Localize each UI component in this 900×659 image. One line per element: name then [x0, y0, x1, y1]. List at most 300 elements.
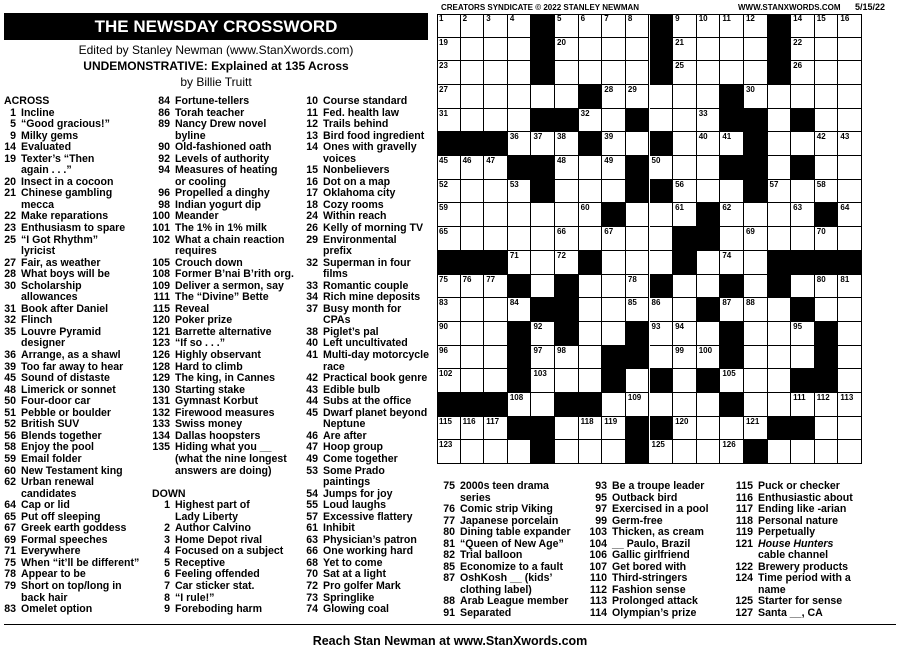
grid-cell[interactable]	[626, 203, 650, 227]
grid-cell[interactable]	[650, 251, 674, 275]
grid-cell[interactable]	[484, 440, 508, 464]
grid-cell[interactable]	[697, 180, 721, 204]
clue-text: Louvre Pyramid	[21, 325, 102, 338]
grid-cell[interactable]	[555, 251, 579, 275]
grid-cell[interactable]	[838, 322, 862, 346]
grid-cell[interactable]	[838, 61, 862, 85]
grid-cell[interactable]	[626, 227, 650, 251]
grid-cell[interactable]	[508, 85, 532, 109]
grid-cell[interactable]	[791, 275, 815, 299]
grid-cell[interactable]	[602, 251, 626, 275]
grid-black-square	[815, 369, 839, 393]
grid-cell[interactable]	[626, 251, 650, 275]
grid-cell[interactable]	[791, 227, 815, 251]
grid-cell[interactable]	[791, 14, 815, 38]
grid-cell[interactable]	[791, 61, 815, 85]
grid-cell[interactable]	[555, 14, 579, 38]
grid-cell[interactable]	[531, 85, 555, 109]
grid-cell[interactable]	[484, 298, 508, 322]
grid-cell[interactable]	[579, 417, 603, 441]
grid-cell[interactable]	[650, 298, 674, 322]
grid-cell[interactable]	[602, 85, 626, 109]
grid-cell[interactable]	[720, 440, 744, 464]
grid-cell[interactable]	[838, 298, 862, 322]
grid-cell[interactable]	[815, 156, 839, 180]
grid-cell[interactable]	[602, 14, 626, 38]
grid-cell[interactable]	[508, 180, 532, 204]
grid-cell[interactable]	[437, 109, 461, 133]
grid-cell[interactable]	[791, 440, 815, 464]
clue-text: Are after	[323, 429, 367, 442]
grid-cell[interactable]	[744, 322, 768, 346]
grid-cell[interactable]	[815, 417, 839, 441]
grid-cell[interactable]	[531, 346, 555, 370]
grid-cell[interactable]	[437, 156, 461, 180]
grid-cell[interactable]	[815, 227, 839, 251]
grid-cell[interactable]	[508, 203, 532, 227]
grid-cell[interactable]	[673, 322, 697, 346]
grid-cell[interactable]	[673, 275, 697, 299]
grid-cell[interactable]	[508, 38, 532, 62]
grid-cell[interactable]	[508, 227, 532, 251]
grid-cell[interactable]	[626, 393, 650, 417]
grid-cell[interactable]	[744, 85, 768, 109]
clue-text: Piglet’s pal	[323, 325, 379, 338]
grid-cell[interactable]	[579, 275, 603, 299]
grid-cell[interactable]	[720, 132, 744, 156]
grid-cell[interactable]	[815, 440, 839, 464]
grid-cell[interactable]	[437, 85, 461, 109]
grid-cell[interactable]	[579, 298, 603, 322]
grid-cell[interactable]	[650, 227, 674, 251]
grid-cell[interactable]	[791, 393, 815, 417]
grid-cell[interactable]	[484, 180, 508, 204]
grid-cell[interactable]	[838, 275, 862, 299]
grid-cell[interactable]	[720, 369, 744, 393]
grid-cell[interactable]	[579, 227, 603, 251]
grid-cell[interactable]	[555, 61, 579, 85]
grid-cell[interactable]	[437, 322, 461, 346]
grid-cell[interactable]	[461, 14, 485, 38]
grid-cell[interactable]	[484, 14, 508, 38]
grid-cell[interactable]	[791, 180, 815, 204]
grid-cell[interactable]	[815, 275, 839, 299]
grid-cell[interactable]	[484, 275, 508, 299]
grid-cell[interactable]	[579, 61, 603, 85]
clue-number: 2	[164, 522, 170, 535]
clue-text: Nonbelievers	[323, 164, 390, 177]
grid-cell[interactable]	[531, 322, 555, 346]
grid-cell[interactable]	[838, 417, 862, 441]
grid-cell[interactable]	[697, 440, 721, 464]
grid-cell[interactable]	[815, 298, 839, 322]
grid-cell[interactable]	[697, 322, 721, 346]
grid-cell[interactable]	[461, 38, 485, 62]
grid-cell[interactable]	[602, 298, 626, 322]
grid-cell[interactable]	[555, 346, 579, 370]
grid-cell[interactable]	[531, 393, 555, 417]
grid-cell[interactable]	[555, 132, 579, 156]
grid-cell[interactable]	[602, 38, 626, 62]
grid-cell[interactable]	[484, 156, 508, 180]
clue-text: Propelled a dinghy	[175, 187, 270, 200]
grid-cell[interactable]	[768, 156, 792, 180]
grid-cell[interactable]	[437, 369, 461, 393]
grid-cell[interactable]	[579, 180, 603, 204]
grid-cell[interactable]	[602, 132, 626, 156]
grid-cell[interactable]	[673, 393, 697, 417]
grid-cell[interactable]	[768, 346, 792, 370]
grid-cell[interactable]	[768, 393, 792, 417]
clue-text: Four-door car	[21, 395, 91, 408]
grid-cell[interactable]	[437, 440, 461, 464]
grid-cell[interactable]	[744, 14, 768, 38]
grid-cell[interactable]	[768, 85, 792, 109]
grid-black-square	[720, 109, 744, 133]
grid-cell[interactable]	[508, 61, 532, 85]
grid-cell-number: 56	[675, 179, 685, 189]
grid-cell[interactable]	[838, 156, 862, 180]
grid-cell[interactable]	[838, 132, 862, 156]
grid-cell[interactable]	[673, 14, 697, 38]
grid-cell[interactable]	[484, 203, 508, 227]
grid-cell[interactable]	[555, 180, 579, 204]
grid-cell[interactable]	[602, 275, 626, 299]
grid-cell[interactable]	[602, 156, 626, 180]
grid-cell[interactable]	[720, 180, 744, 204]
grid-cell[interactable]	[650, 440, 674, 464]
grid-cell-number: 92	[533, 321, 543, 331]
grid-cell[interactable]	[508, 109, 532, 133]
grid-cell[interactable]	[579, 38, 603, 62]
grid-cell[interactable]	[579, 322, 603, 346]
clue-number: 116	[735, 491, 753, 504]
grid-cell[interactable]	[461, 156, 485, 180]
clue-text: Get bored with	[612, 560, 687, 573]
grid-cell[interactable]	[579, 440, 603, 464]
grid-cell[interactable]	[791, 346, 815, 370]
grid-cell[interactable]	[697, 14, 721, 38]
grid-cell[interactable]	[437, 38, 461, 62]
grid-cell[interactable]	[602, 61, 626, 85]
grid-cell[interactable]	[579, 203, 603, 227]
grid-cell[interactable]	[531, 132, 555, 156]
grid-cell-number: 23	[439, 61, 448, 71]
grid-cell[interactable]	[744, 38, 768, 62]
grid-cell[interactable]	[791, 132, 815, 156]
clue-number: 50	[4, 395, 16, 408]
grid-cell[interactable]	[626, 275, 650, 299]
grid-cell[interactable]	[602, 109, 626, 133]
grid-cell[interactable]	[484, 369, 508, 393]
grid-cell[interactable]	[579, 14, 603, 38]
clue-col3-24	[302, 373, 436, 385]
grid-cell[interactable]	[484, 346, 508, 370]
grid-cell[interactable]	[697, 109, 721, 133]
grid-cell[interactable]	[508, 298, 532, 322]
grid-cell[interactable]	[673, 203, 697, 227]
grid-cell-number: 15	[816, 14, 826, 23]
grid-cell[interactable]	[650, 156, 674, 180]
grid-cell[interactable]	[437, 203, 461, 227]
grid-cell[interactable]	[484, 322, 508, 346]
grid-black-square	[626, 346, 650, 370]
grid-cell[interactable]	[508, 132, 532, 156]
grid-cell[interactable]	[720, 227, 744, 251]
grid-cell[interactable]	[697, 132, 721, 156]
grid-cell[interactable]	[673, 38, 697, 62]
clue-text: Former B’nai B’rith org.	[175, 268, 294, 281]
grid-cell[interactable]	[815, 14, 839, 38]
grid-black-square	[579, 132, 603, 156]
grid-cell[interactable]	[815, 38, 839, 62]
puzzle-title-bar	[4, 13, 428, 40]
grid-cell-number: 28	[604, 85, 614, 95]
grid-cell[interactable]	[815, 132, 839, 156]
grid-cell[interactable]	[437, 14, 461, 38]
grid-cell[interactable]	[697, 417, 721, 441]
clue-number: 42	[306, 372, 318, 385]
grid-cell[interactable]	[791, 85, 815, 109]
grid-cell[interactable]	[744, 346, 768, 370]
grid-cell[interactable]	[673, 346, 697, 370]
grid-cell[interactable]	[579, 109, 603, 133]
grid-cell[interactable]	[838, 85, 862, 109]
grid-cell[interactable]	[531, 203, 555, 227]
grid-cell[interactable]	[650, 109, 674, 133]
grid-cell[interactable]	[461, 440, 485, 464]
grid-cell[interactable]	[555, 38, 579, 62]
grid-cell[interactable]	[791, 38, 815, 62]
grid-cell[interactable]	[744, 298, 768, 322]
grid-cell[interactable]	[602, 440, 626, 464]
clue-number: 59	[4, 452, 16, 465]
grid-cell[interactable]	[650, 322, 674, 346]
grid-cell[interactable]	[650, 85, 674, 109]
grid-cell[interactable]	[555, 417, 579, 441]
grid-cell[interactable]	[838, 180, 862, 204]
grid-cell[interactable]	[838, 440, 862, 464]
grid-cell[interactable]	[626, 38, 650, 62]
grid-cell[interactable]	[602, 417, 626, 441]
grid-cell[interactable]	[697, 346, 721, 370]
grid-cell[interactable]	[602, 180, 626, 204]
grid-cell[interactable]	[673, 417, 697, 441]
grid-cell[interactable]	[437, 275, 461, 299]
grid-cell-number: 119	[604, 416, 618, 426]
grid-cell[interactable]	[461, 275, 485, 299]
grid-cell[interactable]	[555, 369, 579, 393]
clue-number: 88	[443, 595, 455, 608]
grid-cell[interactable]	[744, 275, 768, 299]
grid-cell[interactable]	[791, 322, 815, 346]
grid-cell-number: 100	[698, 345, 713, 355]
grid-cell[interactable]	[768, 132, 792, 156]
grid-cell[interactable]	[602, 322, 626, 346]
grid-black-square	[744, 156, 768, 180]
grid-cell[interactable]	[697, 156, 721, 180]
grid-cell[interactable]	[555, 203, 579, 227]
grid-cell[interactable]	[838, 393, 862, 417]
grid-black-square	[531, 156, 555, 180]
grid-cell-number: 75	[439, 274, 448, 284]
grid-cell[interactable]	[815, 109, 839, 133]
clue-text: Olympian’s prize	[612, 607, 697, 620]
grid-cell-number: 2	[462, 14, 468, 23]
grid-cell[interactable]	[484, 61, 508, 85]
grid-cell[interactable]	[461, 369, 485, 393]
grid-cell[interactable]	[720, 38, 744, 62]
grid-cell[interactable]	[602, 393, 626, 417]
grid-cell[interactable]	[815, 393, 839, 417]
grid-cell[interactable]	[531, 275, 555, 299]
grid-cell[interactable]	[744, 227, 768, 251]
grid-cell[interactable]	[673, 440, 697, 464]
grid-cell[interactable]	[768, 369, 792, 393]
grid-cell[interactable]	[461, 61, 485, 85]
grid-cell[interactable]	[673, 132, 697, 156]
grid-cell[interactable]	[555, 227, 579, 251]
grid-cell[interactable]	[484, 227, 508, 251]
grid-cell[interactable]	[461, 346, 485, 370]
grid-cell[interactable]	[673, 156, 697, 180]
grid-cell[interactable]	[531, 227, 555, 251]
grid-cell[interactable]	[484, 417, 508, 441]
grid-cell[interactable]	[531, 251, 555, 275]
grid-cell[interactable]	[508, 393, 532, 417]
grid-cell[interactable]	[531, 369, 555, 393]
grid-cell[interactable]	[838, 14, 862, 38]
grid-cell[interactable]	[838, 203, 862, 227]
grid-cell[interactable]	[437, 180, 461, 204]
grid-cell[interactable]	[697, 251, 721, 275]
grid-cell[interactable]	[697, 275, 721, 299]
grid-cell[interactable]	[815, 85, 839, 109]
grid-cell[interactable]	[461, 203, 485, 227]
clue-number: 1	[10, 106, 16, 119]
grid-cell[interactable]	[697, 85, 721, 109]
grid-cell[interactable]	[697, 393, 721, 417]
clue-text: Inhibit	[323, 522, 355, 535]
grid-cell[interactable]	[744, 393, 768, 417]
grid-cell[interactable]	[555, 156, 579, 180]
clue-number: 126	[152, 349, 170, 362]
grid-cell[interactable]	[626, 298, 650, 322]
grid-cell[interactable]	[508, 251, 532, 275]
grid-cell[interactable]	[768, 440, 792, 464]
grid-cell[interactable]	[650, 203, 674, 227]
grid-cell[interactable]	[673, 180, 697, 204]
grid-cell[interactable]	[744, 417, 768, 441]
grid-cell[interactable]	[768, 109, 792, 133]
grid-cell[interactable]	[461, 227, 485, 251]
grid-cell[interactable]	[602, 227, 626, 251]
clue-number: 94	[158, 164, 170, 177]
grid-cell[interactable]	[626, 14, 650, 38]
grid-cell[interactable]	[437, 417, 461, 441]
grid-cell[interactable]	[626, 85, 650, 109]
grid-cell[interactable]	[437, 298, 461, 322]
grid-cell[interactable]	[768, 298, 792, 322]
grid-cell[interactable]	[720, 14, 744, 38]
clue-text: Subs at the office	[323, 395, 412, 408]
grid-cell[interactable]	[461, 85, 485, 109]
grid-cell[interactable]	[768, 203, 792, 227]
grid-cell[interactable]	[720, 417, 744, 441]
grid-cell[interactable]	[461, 180, 485, 204]
grid-cell[interactable]	[579, 346, 603, 370]
clue-col3-0	[302, 96, 436, 108]
grid-cell[interactable]	[579, 369, 603, 393]
grid-cell[interactable]	[437, 227, 461, 251]
grid-cell[interactable]	[626, 61, 650, 85]
grid-cell[interactable]	[838, 109, 862, 133]
grid-cell[interactable]	[673, 85, 697, 109]
grid-cell[interactable]	[720, 251, 744, 275]
grid-cell[interactable]	[720, 61, 744, 85]
grid-cell[interactable]	[508, 14, 532, 38]
grid-black-square	[484, 251, 508, 275]
grid-cell[interactable]	[461, 322, 485, 346]
grid-cell[interactable]	[437, 61, 461, 85]
clue-text: Gymnast Korbut	[175, 395, 258, 408]
grid-cell[interactable]	[650, 346, 674, 370]
grid-cell[interactable]	[791, 203, 815, 227]
grid-cell[interactable]	[744, 203, 768, 227]
grid-cell[interactable]	[508, 440, 532, 464]
grid-cell[interactable]	[555, 440, 579, 464]
grid-cell[interactable]	[697, 61, 721, 85]
clue-col1-41	[4, 581, 150, 593]
grid-cell[interactable]	[673, 109, 697, 133]
grid-cell[interactable]	[461, 298, 485, 322]
grid-cell[interactable]	[697, 38, 721, 62]
grid-cell[interactable]	[579, 156, 603, 180]
clue-number: 84	[158, 95, 170, 107]
grid-cell[interactable]	[650, 393, 674, 417]
grid-cell-number: 48	[557, 156, 566, 166]
grid-cell[interactable]	[461, 109, 485, 133]
grid-cell-number: 45	[439, 156, 448, 166]
grid-cell-number: 37	[533, 132, 543, 142]
grid-cell[interactable]	[838, 227, 862, 251]
grid-cell[interactable]	[461, 417, 485, 441]
grid-cell[interactable]	[484, 38, 508, 62]
grid-cell[interactable]	[838, 38, 862, 62]
grid-cell[interactable]	[838, 346, 862, 370]
grid-cell[interactable]	[484, 85, 508, 109]
grid-cell[interactable]	[838, 369, 862, 393]
grid-cell[interactable]	[815, 61, 839, 85]
grid-cell[interactable]	[720, 298, 744, 322]
grid-cell[interactable]	[484, 109, 508, 133]
grid-cell[interactable]	[720, 203, 744, 227]
grid-cell[interactable]	[673, 61, 697, 85]
grid-cell[interactable]	[768, 180, 792, 204]
grid-cell[interactable]	[815, 180, 839, 204]
grid-cell[interactable]	[768, 322, 792, 346]
grid-cell[interactable]	[744, 251, 768, 275]
grid-cell[interactable]	[673, 369, 697, 393]
grid-cell[interactable]	[673, 298, 697, 322]
grid-cell[interactable]	[626, 132, 650, 156]
grid-cell[interactable]	[437, 346, 461, 370]
grid-cell[interactable]	[626, 369, 650, 393]
grid-cell[interactable]	[768, 227, 792, 251]
grid-cell[interactable]	[744, 61, 768, 85]
grid-cell[interactable]	[744, 369, 768, 393]
grid-cell[interactable]	[555, 85, 579, 109]
